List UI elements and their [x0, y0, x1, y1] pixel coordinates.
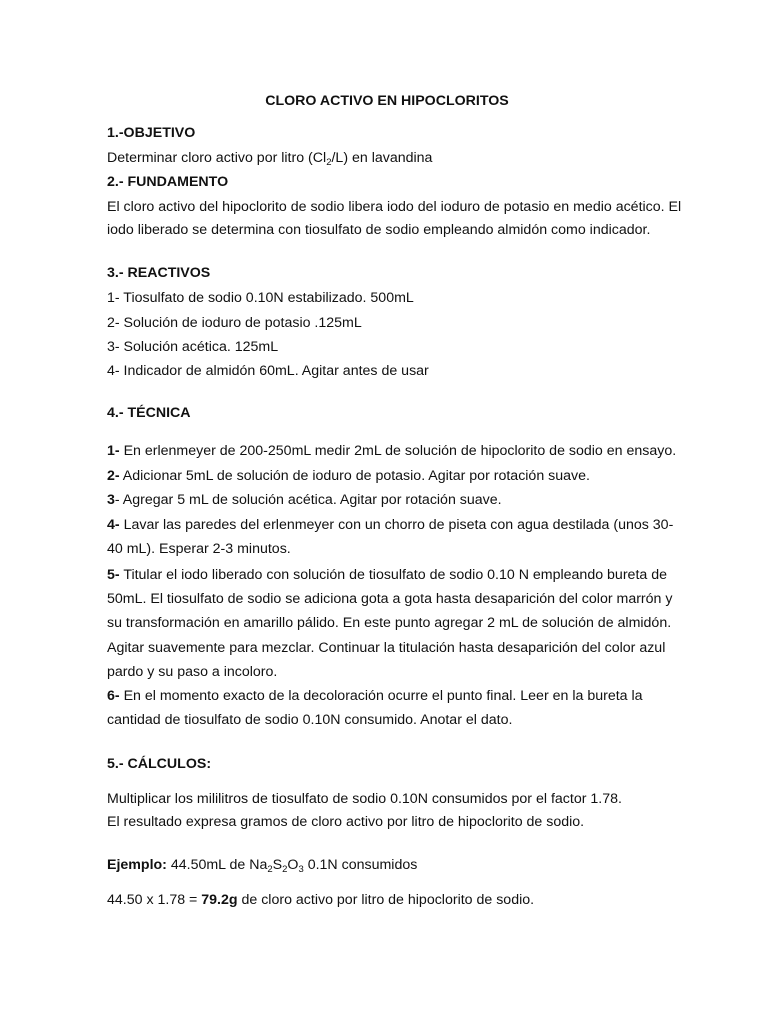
- tecnica-step-1: [107, 442, 676, 460]
- step-number: 4-: [107, 517, 120, 533]
- ejemplo-label: Ejemplo:: [107, 857, 167, 873]
- section-heading-calculos: 5.- CÁLCULOS:: [107, 756, 212, 772]
- step-number: 3: [107, 492, 115, 508]
- reactivo-item: 1- Tiosulfato de sodio 0.10N estabilizado. 500mL: [107, 290, 414, 306]
- resultado-post: de cloro activo por litro de hipoclorito de sodio.: [237, 892, 535, 908]
- ejemplo-sub: 2: [282, 864, 288, 875]
- tecnica-step-4: [107, 516, 673, 534]
- step-text: Adicionar 5mL de solución de ioduro de potasio. Agitar por rotación suave.: [122, 468, 590, 484]
- step-text: En erlenmeyer de 200-250mL medir 2mL de solución de hipoclorito de sodio en ensayo.: [123, 443, 677, 459]
- resultado-line: [107, 891, 534, 909]
- tecnica-step-5-cont: su transformación en amarillo pálido. En este punto agregar 2 mL de solución de almidón.: [107, 615, 672, 631]
- tecnica-step-5-cont: 50mL. El tiosulfato de sodio se adiciona gota a gota hasta desaparición del color marrón y: [107, 591, 673, 607]
- ejemplo-sub: 3: [298, 864, 304, 875]
- tecnica-step-2: [107, 467, 590, 485]
- step-text: - Agregar 5 mL de solución acética. Agitar por rotación suave.: [114, 492, 502, 508]
- tecnica-step-5-cont: Agitar suavemente para mezclar. Continuar la titulación hasta desaparición del color azul: [107, 640, 666, 656]
- fundamento-line: iodo liberado se determina con tiosulfato de sodio empleando almidón como indicador.: [107, 222, 651, 238]
- ejemplo-post: 0.1N consumidos: [303, 857, 418, 873]
- calculos-line: Multiplicar los mililitros de tiosulfato de sodio 0.10N consumidos por el factor 1.78.: [107, 791, 622, 807]
- ejemplo-pre: 44.50mL de Na: [166, 857, 268, 873]
- step-number: 6-: [107, 688, 120, 704]
- tecnica-step-5-cont: pardo y su paso a incoloro.: [107, 664, 278, 680]
- section-heading-fundamento: 2.- FUNDAMENTO: [107, 174, 229, 190]
- tecnica-step-3: [107, 491, 502, 509]
- ejemplo-mid: O: [287, 857, 299, 873]
- ejemplo-line: [107, 856, 417, 874]
- step-text: Titular el iodo liberado con solución de tiosulfato de sodio 0.10 N empleando bureta de: [123, 567, 667, 583]
- section-heading-tecnica: 4.- TÉCNICA: [107, 405, 191, 421]
- ejemplo-sub: 2: [267, 864, 273, 875]
- reactivo-item: 2- Solución de ioduro de potasio .125mL: [107, 315, 362, 331]
- objetivo-text-post: /L) en lavandina: [331, 150, 433, 166]
- section-heading-reactivos: 3.- REACTIVOS: [107, 265, 211, 281]
- section-heading-objetivo: 1.-OBJETIVO: [107, 125, 196, 141]
- tecnica-step-4-cont: 40 mL). Esperar 2-3 minutos.: [107, 541, 291, 557]
- ejemplo-mid: S: [272, 857, 283, 873]
- objetivo-text: [107, 149, 432, 167]
- resultado-pre: 44.50 x 1.78 =: [107, 892, 202, 908]
- reactivo-item: 3- Solución acética. 125mL: [107, 339, 279, 355]
- step-text: Lavar las paredes del erlenmeyer con un chorro de piseta con agua destilada (unos 30-: [123, 517, 674, 533]
- document-title: CLORO ACTIVO EN HIPOCLORITOS: [265, 93, 509, 109]
- step-number: 1-: [107, 443, 120, 459]
- tecnica-step-5: [107, 566, 667, 584]
- step-text: En el momento exacto de la decoloración ocurre el punto final. Leer en la bureta la: [123, 688, 643, 704]
- objetivo-text-pre: Determinar cloro activo por litro (Cl: [107, 150, 327, 166]
- step-number: 2-: [107, 468, 120, 484]
- tecnica-step-6-cont: cantidad de tiosulfato de sodio 0.10N consumido. Anotar el dato.: [107, 712, 513, 728]
- step-number: 5-: [107, 567, 120, 583]
- fundamento-line: El cloro activo del hipoclorito de sodio libera iodo del ioduro de potasio en medio acético. El: [107, 199, 682, 215]
- objetivo-text-sub: 2: [326, 157, 332, 168]
- resultado-value: 79.2g: [201, 892, 238, 908]
- reactivo-item: 4- Indicador de almidón 60mL. Agitar antes de usar: [107, 363, 429, 379]
- calculos-line: El resultado expresa gramos de cloro activo por litro de hipoclorito de sodio.: [107, 814, 585, 830]
- tecnica-step-6: [107, 687, 643, 705]
